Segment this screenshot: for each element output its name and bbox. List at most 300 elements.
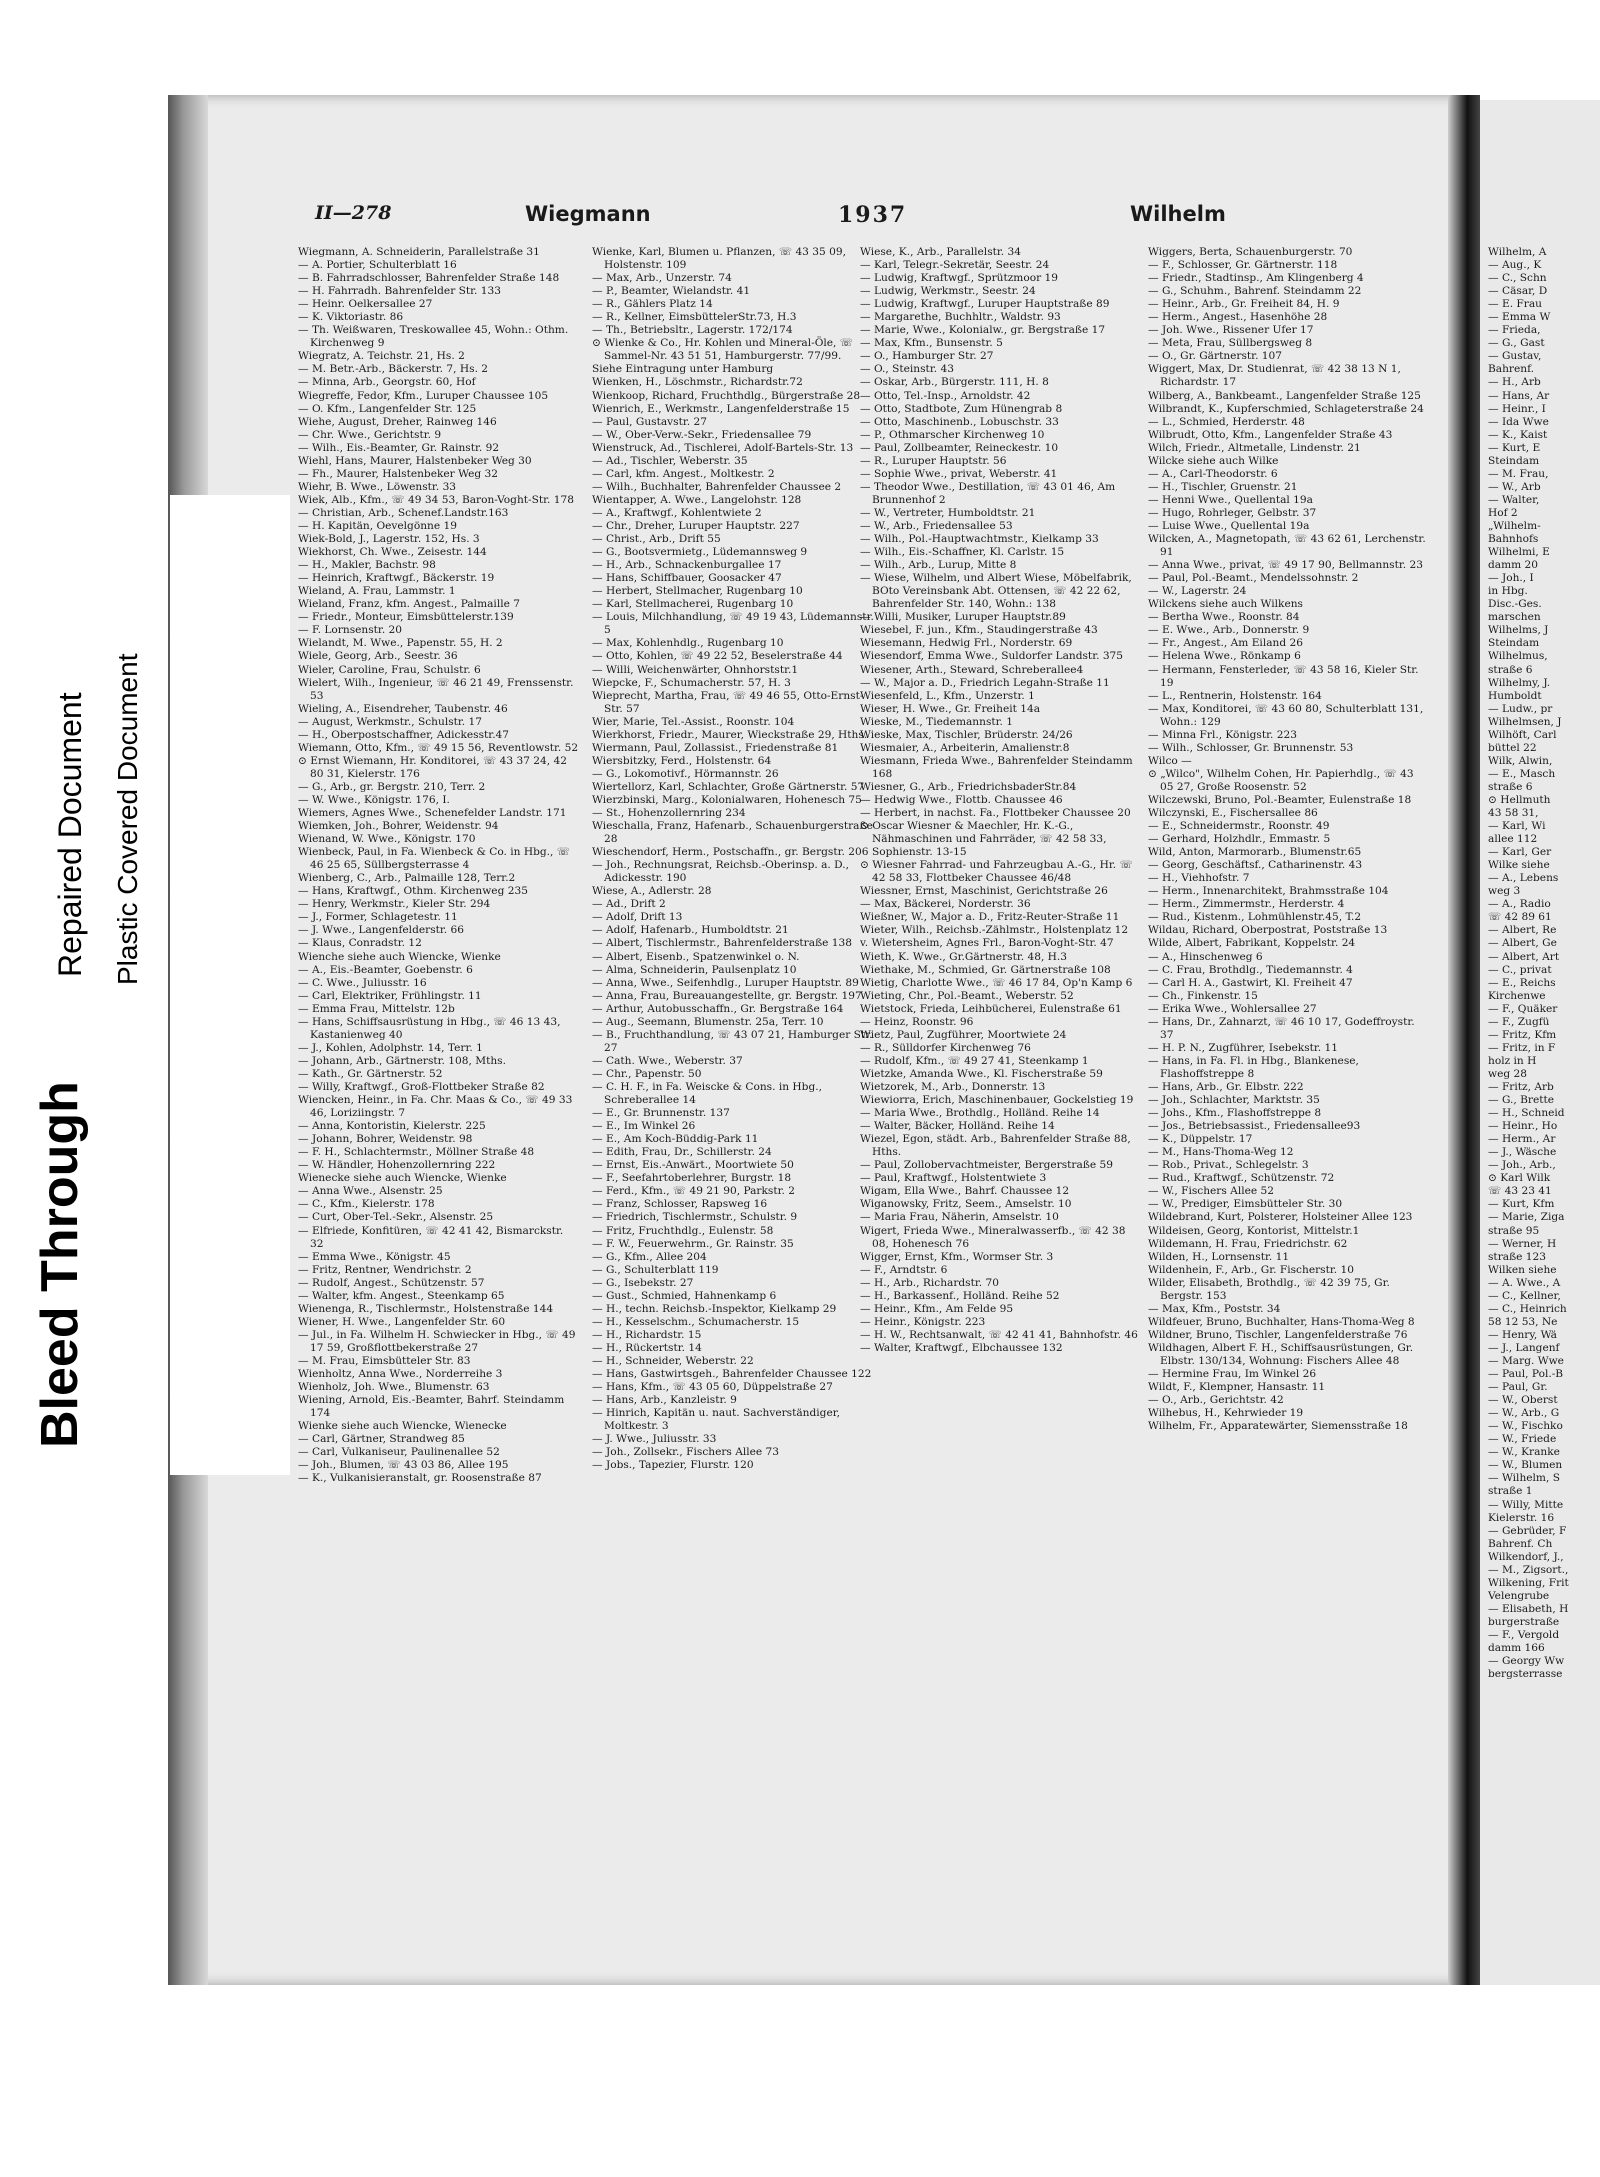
directory-entry: Wielandt, M. Wwe., Papenstr. 55, H. 2 [298, 637, 503, 650]
directory-entry: — L., Schmied, Herderstr. 48 [1148, 415, 1305, 428]
directory-entry: — Christ., Arb., Drift 55 [592, 533, 721, 546]
page-gutter [1448, 95, 1480, 1985]
directory-entry: Wieland, A. Frau, Lammstr. 1 [298, 585, 456, 598]
directory-entry: — Joh., Schlachter, Marktstr. 35 [1148, 1094, 1320, 1107]
next-page-entry-fragment: — J., Langenf [1488, 1341, 1560, 1354]
directory-entry: — Hermann, Fensterleder, ☏ 43 58 16, Kieler Str. 19 [1148, 663, 1419, 689]
directory-entry: — J. Wwe., Langenfelderstr. 66 [298, 924, 464, 937]
next-page-entry-fragment: straße 6 [1488, 780, 1533, 793]
directory-entry: — Max, Kohlenhdlg., Rugenbarg 10 [592, 637, 784, 650]
next-page-entry-fragment: — Fritz, in F [1488, 1041, 1556, 1054]
directory-entry: — Maria Frau, Näherin, Amselstr. 10 [860, 1211, 1059, 1224]
directory-entry: — F. W., Feuerwehrm., Gr. Rainstr. 35 [592, 1237, 794, 1250]
next-page-entry-fragment: — Paul, Pol.-B [1488, 1368, 1564, 1381]
directory-entry: — Ernst, Eis.-Anwärt., Moortwiete 50 [592, 1159, 794, 1172]
directory-entry: — Hedwig Wwe., Flottb. Chaussee 46 [860, 793, 1063, 806]
directory-entry: — Franz, Schlosser, Rapsweg 16 [592, 1198, 768, 1211]
directory-entry: — Gust., Schmied, Hahnenkamp 6 [592, 1289, 777, 1302]
directory-entry: — Joh. Wwe., Rissener Ufer 17 [1148, 324, 1314, 337]
directory-entry: — Wilh., Eis.-Beamter, Gr. Rainstr. 92 [298, 441, 500, 454]
next-page-entry-fragment: straße 1 [1488, 1485, 1533, 1498]
directory-entry: Wieprecht, Martha, Frau, ☏ 49 46 55, Otto-Ernst-Str. 57 [592, 689, 864, 715]
next-page-entry-fragment: — Kurt, Kfm [1488, 1198, 1555, 1211]
next-page-entry-fragment: — C., Schn [1488, 272, 1547, 285]
next-page-entry-fragment: Kirchenwe [1488, 989, 1546, 1002]
directory-entry: — W. Wwe., Königstr. 176, I. [298, 793, 450, 806]
directory-entry: — Herm., Innenarchitekt, Brahmsstraße 104 [1148, 885, 1389, 898]
directory-entry: Wiese, K., Arb., Parallelstr. 34 [860, 246, 1022, 258]
directory-entry: — Klaus, Conradstr. 12 [298, 937, 422, 950]
next-page-entry-fragment: — W., Kranke [1488, 1446, 1560, 1459]
next-page-entry-fragment: — F., Vergold [1488, 1628, 1560, 1641]
next-page-entry-fragment: — M. Frau, [1488, 467, 1549, 480]
directory-entry: Wienke siehe auch Wiencke, Wienecke [298, 1420, 507, 1433]
directory-entry: — Th., Betriebsltr., Lagerstr. 172/174 [592, 324, 793, 337]
directory-entry: Wieting, Chr., Pol.-Beamt., Weberstr. 52 [860, 989, 1074, 1002]
next-page-entry-fragment: straße 95 [1488, 1224, 1540, 1237]
directory-entry: Wierzbinski, Marg., Kolonialwaren, Hohenesch 75 [592, 793, 862, 806]
next-page-entry-fragment: — Gebrüder, F [1488, 1524, 1567, 1537]
next-page-entry-fragment: ☏ 42 89 61 [1488, 911, 1552, 924]
directory-entry: — Sophie Wwe., privat, Weberstr. 41 [860, 467, 1058, 480]
next-page-entry-fragment: Velengrube [1488, 1589, 1550, 1602]
next-page-entry-fragment: — Marg. Wwe [1488, 1354, 1564, 1367]
directory-entry: — W., Ober-Verw.-Sekr., Friedensallee 79 [592, 428, 812, 441]
directory-entry: — Wilh., Eis.-Schaffner, Kl. Carlstr. 15 [860, 546, 1065, 559]
next-page-entry-fragment: — Herm., Ar [1488, 1133, 1556, 1146]
directory-entry: — H., techn. Reichsb.-Inspektor, Kielkamp 29 [592, 1302, 837, 1315]
directory-entry: — F., Schlosser, Gr. Gärtnerstr. 118 [1148, 259, 1338, 272]
directory-entry: — Willi, Weichenwärter, Ohnhorststr.1 [592, 663, 799, 676]
directory-entry: Wiessner, Ernst, Maschinist, Gerichtstraße 26 [860, 885, 1108, 898]
directory-entry: Wiesenfeld, L., Kfm., Unzerstr. 1 [860, 689, 1035, 702]
next-page-entry-fragment: — G., Brette [1488, 1094, 1555, 1107]
directory-entry: — Wilh., Pol.-Hauptwachtmstr., Kielkamp 33 [860, 533, 1099, 546]
directory-entry: — C. H. F., in Fa. Weiscke & Cons. in Hbg., Schreberallee 14 [592, 1081, 822, 1107]
directory-entry: Wilberg, A., Bankbeamt., Langenfelder Straße 125 [1148, 389, 1421, 402]
next-page-entry-fragment: — A., Radio [1488, 898, 1551, 911]
directory-entry: Wilch, Friedr., Altmetalle, Lindenstr. 21 [1148, 441, 1361, 454]
directory-entry: — Willi, Musiker, Luruper Hauptstr.89 [860, 611, 1066, 624]
directory-entry: — St., Hohenzollernring 234 [592, 807, 746, 820]
next-page-entry-fragment: — Elisabeth, H [1488, 1602, 1569, 1615]
directory-entry: Wiegratz, A. Teichstr. 21, Hs. 2 [298, 350, 465, 363]
directory-entry: — M., Hans-Thoma-Weg 12 [1148, 1146, 1294, 1159]
directory-entry: — G., Schulterblatt 119 [592, 1263, 719, 1276]
directory-entry: — Henry, Werkmstr., Kieler Str. 294 [298, 898, 491, 911]
directory-entry: Wiermann, Paul, Zollassist., Friedenstraße 81 [592, 741, 839, 754]
directory-entry: — A., Kraftwgf., Kohlentwiete 2 [592, 506, 762, 519]
directory-entry: Wiek, Alb., Kfm., ☏ 49 34 53, Baron-Voght-Str. 178 [298, 493, 574, 506]
directory-entry: — P., Othmarscher Kirchenweg 10 [860, 428, 1045, 441]
directory-column-3 [860, 246, 1142, 1956]
directory-entry: — Heinrich, Kraftwgf., Bäckerstr. 19 [298, 572, 495, 585]
directory-entry: — C., Kfm., Kielerstr. 178 [298, 1198, 435, 1211]
next-page-entry-fragment: — K., Kaist [1488, 428, 1548, 441]
next-page-entry-fragment: — Fritz, Kfm [1488, 1028, 1557, 1041]
directory-entry: Wiese, A., Adlerstr. 28 [592, 885, 712, 898]
next-page-entry-fragment: damm 20 [1488, 559, 1539, 572]
directory-entry: — W., Arb., Friedensallee 53 [860, 519, 1013, 532]
directory-entry: Wildt, F., Klempner, Hansastr. 11 [1148, 1381, 1326, 1394]
next-page-entry-fragment: Wilhelm, A [1488, 246, 1547, 258]
next-page-entry-fragment: — Walter, [1488, 493, 1540, 506]
directory-entry: — Walter, kfm. Angest., Steenkamp 65 [298, 1289, 505, 1302]
directory-entry: — H., Kesselschm., Schumacherstr. 15 [592, 1315, 800, 1328]
directory-entry: — W., Vertreter, Humboldtstr. 21 [860, 506, 1036, 519]
directory-entry: Wiele, Georg, Arb., Seestr. 36 [298, 650, 458, 663]
directory-entry: Wietstock, Frieda, Leihbücherei, Eulenstraße 61 [860, 1002, 1122, 1015]
directory-entry: — Hans, Schiffbauer, Goosacker 47 [592, 572, 782, 585]
directory-entry: — Max, Kfm., Bunsenstr. 5 [860, 337, 1003, 350]
next-page-entry-fragment: — C., Kellner, [1488, 1289, 1561, 1302]
directory-entry: — R., Luruper Hauptstr. 56 [860, 454, 1007, 467]
directory-entry: — Anna, Wwe., Seifenhdlg., Luruper Hauptstr. 89 [592, 976, 859, 989]
next-page-entry-fragment: — Ludw., pr [1488, 702, 1553, 715]
directory-entry: — E., Im Winkel 26 [592, 1120, 696, 1133]
directory-entry: — Hans, Dr., Zahnarzt, ☏ 46 10 17, Godeffroystr. 37 [1148, 1015, 1415, 1041]
directory-entry: — Joh., Blumen, ☏ 43 03 86, Allee 195 [298, 1459, 509, 1472]
next-page-entry-fragment: Kielerstr. 16 [1488, 1511, 1555, 1524]
scan-bottom-margin [0, 1985, 1600, 2177]
directory-entry: — W., Lagerstr. 24 [1148, 585, 1247, 598]
directory-entry: — Minna Frl., Königstr. 223 [1148, 728, 1297, 741]
next-page-entry-fragment: — Frieda, [1488, 324, 1541, 337]
next-page-entry-fragment: Wilhöft, Carl [1488, 728, 1557, 741]
next-page-entry-fragment: — J., Wäsche [1488, 1146, 1557, 1159]
directory-entry: — Meta, Frau, Süllbergsweg 8 [1148, 337, 1313, 350]
next-page-entry-fragment: — H., Schneid [1488, 1107, 1565, 1120]
directory-entry: — Anna Wwe., Alsenstr. 25 [298, 1185, 443, 1198]
directory-entry: Wiesmann, Frieda Wwe., Bahrenfelder Steindamm 168 [860, 754, 1133, 780]
directory-entry: Wienke, Karl, Blumen u. Pflanzen, ☏ 43 35 09, Holstenstr. 109 [592, 246, 846, 272]
directory-entry: Wildau, Richard, Oberpostrat, Poststraße 13 [1148, 924, 1388, 937]
directory-entry: ⊙ Wiesner Fahrrad- und Fahrzeugbau A.-G., Hr. ☏ 42 58 33, Flottbeker Chaussee 46/48 [860, 859, 1133, 885]
next-page-entry-fragment: — E. Frau [1488, 298, 1542, 311]
directory-entry: — H., Arb., Richardstr. 70 [860, 1276, 999, 1289]
directory-entry: — Wilh., Arb., Lurup, Mitte 8 [860, 559, 1017, 572]
next-page-entry-fragment: Disc.-Ges. [1488, 598, 1542, 611]
label-bleed-through: Bleed Through [31, 1081, 89, 1448]
directory-entry: — W., Fischers Allee 52 [1148, 1185, 1274, 1198]
next-page-entry-fragment: Wilhelmi, E [1488, 546, 1550, 559]
next-page-entry-fragment: — Georgy Ww [1488, 1655, 1565, 1668]
directory-entry: — K. Viktoriastr. 86 [298, 311, 404, 324]
next-page-column [1488, 246, 1600, 1956]
margin-label-card [170, 495, 290, 1475]
directory-entry: — Heinr., Kfm., Am Felde 95 [860, 1302, 1014, 1315]
directory-entry: — Luise Wwe., Quellental 19a [1148, 519, 1310, 532]
directory-entry: Wielert, Wilh., Ingenieur, ☏ 46 21 49, Frenssenstr. 53 [298, 676, 574, 702]
directory-entry: Wienstruck, Ad., Tischlerei, Adolf-Bartels-Str. 13 [592, 441, 854, 454]
directory-entry: — J. Wwe., Juliusstr. 33 [592, 1433, 717, 1446]
header-year: 1937 [838, 202, 908, 228]
next-page-entry-fragment: Wilken siehe [1488, 1263, 1557, 1276]
directory-entry: Wigert, Frieda Wwe., Mineralwasserfb., ☏ 42 38 08, Hohenesch 76 [860, 1224, 1126, 1250]
directory-entry: Wilcke siehe auch Wilke [1148, 454, 1279, 467]
directory-entry: Wilde, Albert, Fabrikant, Koppelstr. 24 [1148, 937, 1356, 950]
directory-entry: Wiersbitzky, Ferd., Holstenstr. 64 [592, 754, 772, 767]
directory-entry: ⊙ Wienke & Co., Hr. Kohlen und Mineral-Öle, ☏ Sammel-Nr. 43 51 51, Hamburgerstr. 77/99. [592, 337, 854, 363]
directory-entry: — H. P. N., Zugführer, Isebekstr. 11 [1148, 1041, 1339, 1054]
directory-entry: Wildemann, H. Frau, Friedrichstr. 62 [1148, 1237, 1348, 1250]
directory-entry: Wiganowsky, Fritz, Seem., Amselstr. 10 [860, 1198, 1072, 1211]
directory-entry: — Carl, Vulkaniseur, Paulinenallee 52 [298, 1446, 500, 1459]
next-page-entry-fragment: büttel 22 [1488, 741, 1537, 754]
directory-entry: — Chr. Wwe., Gerichtstr. 9 [298, 428, 442, 441]
directory-entry: — Otto, Stadtbote, Zum Hünengrab 8 [860, 402, 1063, 415]
directory-entry: — G., Isebekstr. 27 [592, 1276, 694, 1289]
directory-entry: — Th. Weißwaren, Treskowallee 45, Wohn.: Othm. Kirchenweg 9 [298, 324, 569, 350]
next-page-entry-fragment: — Hans, Ar [1488, 389, 1550, 402]
next-page-entry-fragment: — Gustav, [1488, 350, 1542, 363]
directory-entry: — Chr., Papenstr. 50 [592, 1067, 702, 1080]
directory-entry: Wilder, Elisabeth, Brothdlg., ☏ 42 39 75, Gr. Bergstr. 153 [1148, 1276, 1390, 1302]
directory-entry: Wiethake, M., Schmied, Gr. Gärtnerstraße 108 [860, 963, 1111, 976]
directory-entry: Wildeisen, Georg, Kontorist, Mittelstr.1 [1148, 1224, 1360, 1237]
directory-entry: — Wiese, Wilhelm, und Albert Wiese, Möbelfabrik, BOto Vereinsbank Abt. Ottensen, ☏ 42 22 62, Bahrenfelder Str. 140, Wohn.: 138 [860, 572, 1132, 611]
directory-entry: Wienkoop, Richard, Fruchthdlg., Bürgerstraße 28 [592, 389, 861, 402]
directory-entry: — Ludwig, Werkmstr., Seestr. 24 [860, 285, 1036, 298]
directory-entry: — Gerhard, Holzhdlr., Emmastr. 5 [1148, 833, 1331, 846]
next-page-entry-fragment: — A., Lebens [1488, 872, 1559, 885]
next-page-entry-fragment: — Henry, Wä [1488, 1328, 1557, 1341]
directory-entry: Wieser, H. Wwe., Gr. Freiheit 14a [860, 702, 1041, 715]
directory-entry: — Heinr., Königstr. 223 [860, 1315, 986, 1328]
directory-entry: — Johann, Arb., Gärtnerstr. 108, Mths. [298, 1054, 506, 1067]
directory-entry: — H., Barkassenf., Holländ. Reihe 52 [860, 1289, 1060, 1302]
next-page-entry-fragment: — M., Zigsort., [1488, 1563, 1569, 1576]
directory-entry: — G., Kfm., Allee 204 [592, 1250, 707, 1263]
next-page-entry-fragment: Steindam [1488, 637, 1540, 650]
directory-entry: Wigger, Ernst, Kfm., Wormser Str. 3 [860, 1250, 1054, 1263]
directory-entry: — Christian, Arb., Schenef.Landstr.163 [298, 506, 509, 519]
directory-entry: Wiesemann, Hedwig Frl., Norderstr. 69 [860, 637, 1073, 650]
directory-entry: Wildenhein, F., Arb., Gr. Fischerstr. 10 [1148, 1263, 1354, 1276]
directory-entry: — Willy, Kraftwgf., Groß-Flottbeker Straße 82 [298, 1081, 545, 1093]
directory-entry: Wiewiorra, Erich, Maschinenbauer, Gockelstieg 19 [860, 1094, 1134, 1107]
directory-entry: Wildner, Bruno, Tischler, Langenfelderstraße 76 [1148, 1328, 1408, 1341]
directory-entry: — Ludwig, Kraftwgf., Sprützmoor 19 [860, 272, 1059, 285]
next-page [1480, 100, 1600, 1985]
directory-entry: — M. Frau, Eimsbütteler Str. 83 [298, 1354, 471, 1367]
directory-entry: — Rud., Kistenm., Lohmühlenstr.45, T.2 [1148, 911, 1362, 924]
directory-entry: Wild, Anton, Marmorarb., Blumenstr.65 [1148, 846, 1362, 859]
directory-entry: — Max, Konditorei, ☏ 43 60 80, Schulterblatt 131, Wohn.: 129 [1148, 702, 1424, 728]
directory-entry: — Hans, Kfm., ☏ 43 05 60, Düppelstraße 27 [592, 1381, 833, 1394]
directory-entry: Wiepcke, F., Schumacherstr. 57, H. 3 [592, 676, 791, 689]
directory-entry: — Johann, Bohrer, Weidenstr. 98 [298, 1133, 473, 1146]
directory-entry: — H., Arb., Schnackenburgallee 17 [592, 559, 782, 572]
next-page-entry-fragment: — F., Quäker [1488, 1002, 1558, 1015]
directory-entry: — F. H., Schlachtermstr., Möllner Straße 48 [298, 1146, 535, 1159]
directory-entry: — H., Rückertstr. 14 [592, 1341, 702, 1354]
next-page-entry-fragment: 58 12 53, Ne [1488, 1315, 1558, 1328]
next-page-entry-fragment: — Ida Wwe [1488, 415, 1549, 428]
directory-entry: — Erika Wwe., Wohlersallee 27 [1148, 1002, 1317, 1015]
directory-entry: — Chr., Dreher, Luruper Hauptstr. 227 [592, 519, 800, 532]
directory-entry: — Hugo, Rohrleger, Gelbstr. 37 [1148, 506, 1317, 519]
next-page-entry-fragment: damm 166 [1488, 1642, 1545, 1655]
next-page-entry-fragment: — W., Blumen [1488, 1459, 1563, 1472]
directory-entry: — K., Düppelstr. 17 [1148, 1133, 1253, 1146]
directory-entry: Wieling, A., Eisendreher, Taubenstr. 46 [298, 702, 508, 715]
directory-entry: — O., Hamburger Str. 27 [860, 350, 994, 363]
directory-entry: — Walter, Kraftwgf., Elbchaussee 132 [860, 1341, 1063, 1354]
directory-entry: — Carl H. A., Gastwirt, Kl. Freiheit 47 [1148, 976, 1353, 989]
directory-entry: — J., Former, Schlagetestr. 11 [298, 911, 458, 924]
directory-entry: — Maria Wwe., Brothdlg., Holländ. Reihe 14 [860, 1107, 1100, 1120]
next-page-entry-fragment: in Hbg. [1488, 585, 1528, 598]
directory-entry: — Fr., Angest., Am Eiland 26 [1148, 637, 1303, 650]
directory-entry: Wieske, M., Tiedemannstr. 1 [860, 715, 1014, 728]
directory-entry: — Anna, Kontoristin, Kielerstr. 225 [298, 1120, 486, 1133]
next-page-entry-fragment: holz in H [1488, 1054, 1537, 1067]
directory-entry: — G., Arb., gr. Bergstr. 210, Terr. 2 [298, 780, 486, 793]
next-page-entry-fragment: — F., Zugfü [1488, 1015, 1550, 1028]
next-page-entry-fragment: ☏ 43 23 41 [1488, 1185, 1552, 1198]
next-page-entry-fragment: Wilkendorf, J., [1488, 1550, 1564, 1563]
directory-entry: Wiener, H. Wwe., Langenfelder Str. 60 [298, 1315, 506, 1328]
directory-entry: — R., Gählers Platz 14 [592, 298, 713, 311]
directory-entry: — Friedr., Monteur, Eimsbüttelerstr.139 [298, 611, 514, 624]
directory-entry: — Otto, Tel.-Insp., Arnoldstr. 42 [860, 389, 1031, 402]
directory-entry: Wilczynski, E., Fischersallee 86 [1148, 807, 1318, 820]
directory-entry: Wilczewski, Bruno, Pol.-Beamter, Eulenstraße 18 [1148, 793, 1412, 806]
directory-entry: — Edith, Frau, Dr., Schillerstr. 24 [592, 1146, 772, 1159]
directory-entry: — Herbert, in nachst. Fa., Flottbeker Chaussee 20 [860, 807, 1131, 820]
directory-entry: — Paul, Gustavstr. 27 [592, 415, 707, 428]
next-page-entry-fragment: ⊙ Hellmuth [1488, 793, 1551, 806]
next-page-entry-fragment: — Heinr., Ho [1488, 1120, 1558, 1133]
directory-entry: Wiehl, Hans, Maurer, Halstenbeker Weg 30 [298, 454, 532, 467]
directory-entry: — Margarethe, Buchhltr., Waldstr. 93 [860, 311, 1061, 324]
directory-entry: — A. Portier, Schulterblatt 16 [298, 259, 457, 272]
next-page-entry-fragment: — Paul, Gr. [1488, 1381, 1548, 1394]
next-page-entry-fragment: weg 28 [1488, 1067, 1527, 1080]
directory-entry: — J., Kohlen, Adolphstr. 14, Terr. 1 [298, 1041, 483, 1054]
next-page-entry-fragment: Wilke siehe [1488, 859, 1550, 872]
directory-entry: Wienche siehe auch Wiencke, Wienke [298, 950, 501, 963]
directory-entry: — Alma, Schneiderin, Paulsenplatz 10 [592, 963, 797, 976]
page-number: II—278 [315, 202, 392, 224]
directory-entry: — Ferd., Kfm., ☏ 49 21 90, Parkstr. 2 [592, 1185, 795, 1198]
directory-entry: — Fritz, Fruchthdlg., Eulenstr. 58 [592, 1224, 774, 1237]
directory-entry: Wietig, Charlotte Wwe., ☏ 46 17 84, Op'n Kamp 6 [860, 976, 1133, 989]
directory-entry: — Adolf, Hafenarb., Humboldtstr. 21 [592, 924, 789, 937]
directory-entry: — W., Prediger, Eimsbütteler Str. 30 [1148, 1198, 1343, 1211]
directory-entry: — Emma Wwe., Königstr. 45 [298, 1250, 451, 1263]
next-page-entry-fragment: Wilhelmus, [1488, 650, 1548, 663]
directory-entry: — Louis, Milchhandlung, ☏ 49 19 43, Lüdemannstr. 5 [592, 611, 874, 637]
directory-entry: — O. Kfm., Langenfelder Str. 125 [298, 402, 477, 415]
directory-entry: Wildfeuer, Bruno, Buchhalter, Hans-Thoma-Weg 8 [1148, 1315, 1415, 1328]
directory-entry: — Rob., Privat., Schlegelstr. 3 [1148, 1159, 1309, 1172]
directory-entry: — Jobs., Tapezier, Flurstr. 120 [592, 1459, 754, 1472]
directory-entry: — Theodor Wwe., Destillation, ☏ 43 01 46, Am Brunnenhof 2 [860, 480, 1116, 506]
directory-entry: — B., Fruchthandlung, ☏ 43 07 21, Hamburger Str. 27 [592, 1028, 873, 1054]
header-first-entry: Wiegmann [525, 202, 651, 226]
directory-entry: — H., Oberpostschaffner, Adickesstr.47 [298, 728, 510, 741]
next-page-entry-fragment: straße 6 [1488, 663, 1533, 676]
directory-entry: Wieler, Caroline, Frau, Schulstr. 6 [298, 663, 481, 676]
directory-entry: — Fh., Maurer, Halstenbeker Weg 32 [298, 467, 499, 480]
directory-entry: — Bertha Wwe., Roonstr. 84 [1148, 611, 1300, 624]
directory-entry: Wiekhorst, Ch. Wwe., Zeisestr. 144 [298, 546, 487, 559]
directory-entry: — Herm., Angest., Hasenhöhe 28 [1148, 311, 1328, 324]
next-page-entry-fragment: „Wilhelm- [1488, 519, 1541, 532]
directory-entry: — Paul, Zollbeamter, Reineckestr. 10 [860, 441, 1059, 454]
next-page-entry-fragment: — E., Masch [1488, 767, 1556, 780]
directory-entry: — Heinr., Arb., Gr. Freiheit 84, H. 9 [1148, 298, 1340, 311]
next-page-entry-fragment: Wilk, Alwin, [1488, 754, 1553, 767]
directory-entry: — H. Kapitän, Oevelgönne 19 [298, 519, 457, 532]
directory-column-2 [592, 246, 874, 1956]
directory-entry: — H. W., Rechtsanwalt, ☏ 42 41 41, Bahnhofstr. 46 [860, 1328, 1138, 1341]
directory-entry: Wiemann, Otto, Kfm., ☏ 49 15 56, Reventlowstr. 52 [298, 741, 579, 754]
directory-entry: — Henni Wwe., Quellental 19a [1148, 493, 1313, 506]
directory-entry: Wienken, H., Löschmstr., Richardstr.72 [592, 376, 803, 389]
directory-entry: Wiesendorf, Emma Wwe., Suldorfer Landstr. 375 [860, 650, 1124, 663]
directory-entry: Wiertellorz, Karl, Schlachter, Große Gärtnerstr. 57 [592, 780, 865, 793]
next-page-entry-fragment: — W., Oberst [1488, 1394, 1558, 1407]
directory-entry: Wiezel, Egon, städt. Arb., Bahrenfelder Straße 88, Hths. [860, 1133, 1131, 1159]
directory-entry: — Friedrich, Tischlermstr., Schulstr. 9 [592, 1211, 798, 1224]
directory-entry: — C. Frau, Brothdlg., Tiedemannstr. 4 [1148, 963, 1353, 976]
directory-entry: — H., Viehhofstr. 7 [1148, 872, 1250, 885]
next-page-entry-fragment: — W., Arb [1488, 480, 1541, 493]
directory-entry: Wiegmann, A. Schneiderin, Parallelstraße 31 [298, 246, 540, 258]
directory-entry: Wieske, Max, Tischler, Brüderstr. 24/26 [860, 728, 1073, 741]
directory-entry: — L., Rentnerin, Holstenstr. 164 [1148, 689, 1322, 702]
next-page-entry-fragment: — Emma W [1488, 311, 1551, 324]
directory-entry: Wießner, W., Major a. D., Fritz-Reuter-Straße 11 [860, 911, 1120, 924]
next-page-entry-fragment: — A. Wwe., A [1488, 1276, 1561, 1289]
directory-entry: Wiesener, Arth., Steward, Schreberallee4 [860, 663, 1084, 676]
directory-entry: Wilbrandt, K., Kupferschmied, Schlageterstraße 24 [1148, 402, 1424, 415]
directory-entry: — A., Carl-Theodorstr. 6 [1148, 467, 1278, 480]
directory-entry: — Heinr. Oelkersallee 27 [298, 298, 433, 311]
directory-entry: — Herm., Zimmermstr., Herderstr. 4 [1148, 898, 1345, 911]
directory-entry: — E. Wwe., Arb., Donnerstr. 9 [1148, 624, 1310, 637]
directory-entry: — O., Steinstr. 43 [860, 363, 954, 376]
next-page-entry-fragment: Wilkening, Frit [1488, 1576, 1569, 1589]
directory-entry: — Walter, Bäcker, Holländ. Reihe 14 [860, 1120, 1055, 1133]
directory-entry: Wienbeck, Paul, in Fa. Wienbeck & Co. in Hbg., ☏ 46 25 65, Süllbergsterrasse 4 [298, 846, 571, 872]
next-page-entry-fragment: — C., Heinrich [1488, 1302, 1567, 1315]
directory-entry: — Hans, Schiffsausrüstung in Hbg., ☏ 46 13 43, Kastanienweg 40 [298, 1015, 561, 1041]
next-page-entry-fragment: — Karl, Ger [1488, 846, 1552, 859]
scan-background [170, 0, 1600, 100]
directory-entry: — W. Händler, Hohenzollernring 222 [298, 1159, 496, 1172]
directory-entry: — August, Werkmstr., Schulstr. 17 [298, 715, 483, 728]
directory-entry: — Rudolf, Angest., Schützenstr. 57 [298, 1276, 485, 1289]
next-page-entry-fragment: — Fritz, Arb [1488, 1081, 1554, 1093]
label-plastic-covered-document: Plastic Covered Document [112, 653, 143, 985]
directory-entry: — E., Schneidermstr., Roonstr. 49 [1148, 820, 1330, 833]
directory-entry: Wieschendorf, Herm., Postschaffn., gr. Bergstr. 206 [592, 846, 869, 859]
directory-entry: Wiencken, Heinr., in Fa. Chr. Maas & Co., ☏ 49 33 46, Loriziingstr. 7 [298, 1094, 573, 1120]
directory-entry: Wiemken, Joh., Bohrer, Weidenstr. 94 [298, 820, 499, 833]
directory-entry: Wiek-Bold, J., Lagerstr. 152, Hs. 3 [298, 533, 480, 546]
directory-entry: — Albert, Eisenb., Spatzenwinkel o. N. [592, 950, 800, 963]
directory-entry: — Ad., Drift 2 [592, 898, 666, 911]
next-page-entry-fragment: — Albert, Ge [1488, 937, 1557, 950]
next-page-entry-fragment: Wilhelms, J [1488, 624, 1549, 637]
directory-entry: Wiesmaier, A., Arbeiterin, Amalienstr.8 [860, 741, 1070, 754]
next-page-entry-fragment: — Karl, Wi [1488, 820, 1546, 833]
next-page-entry-fragment: Hof 2 [1488, 506, 1518, 519]
